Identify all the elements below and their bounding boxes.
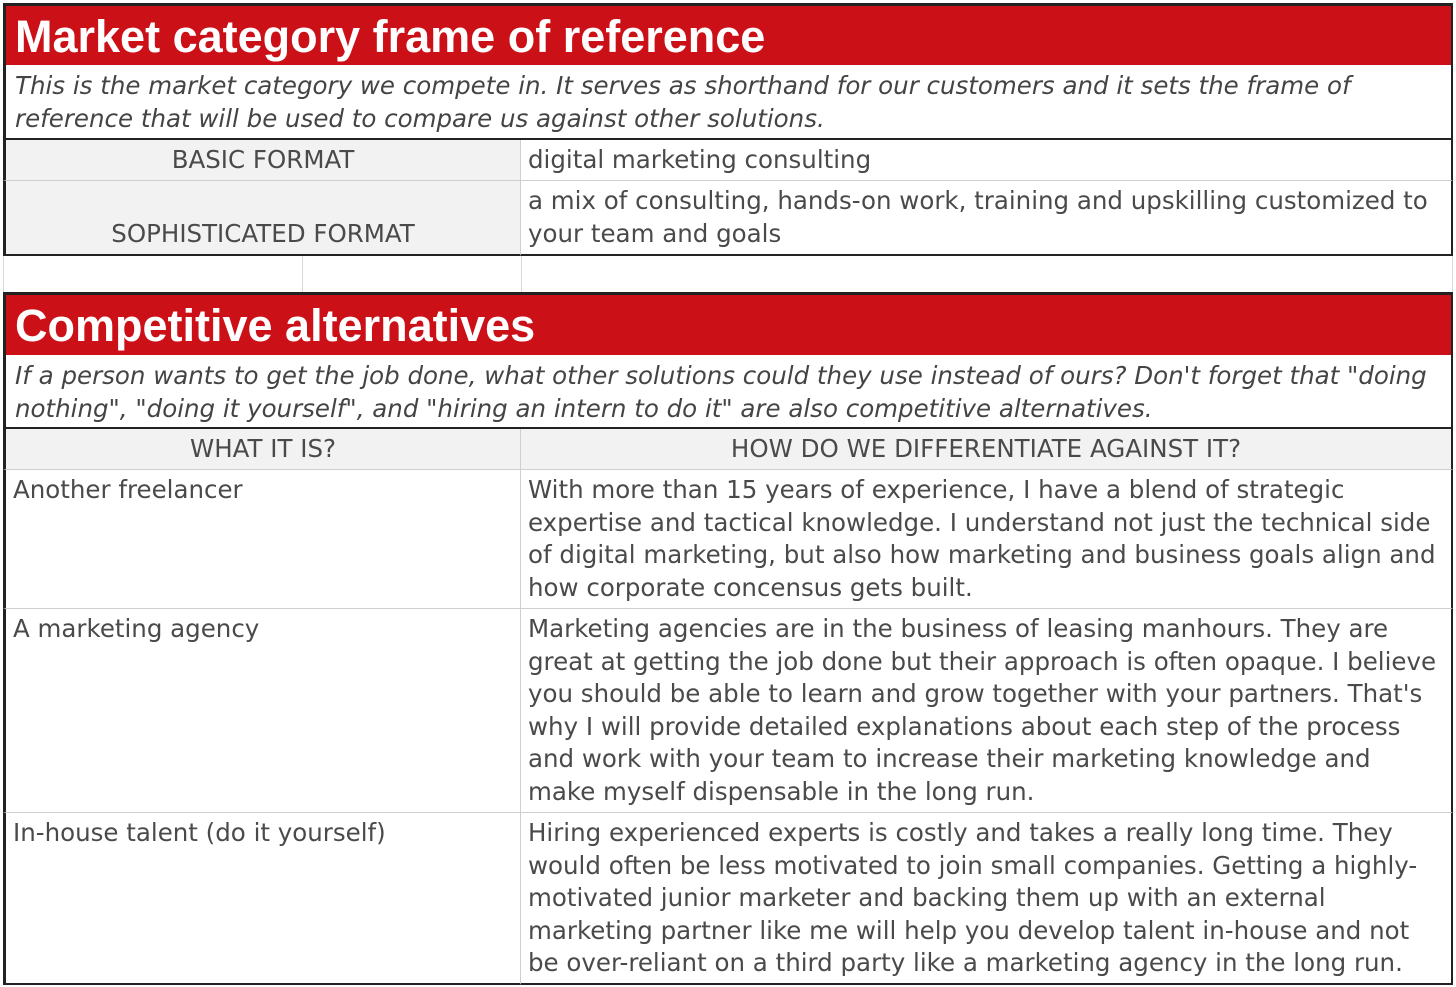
gridline [302, 256, 303, 292]
market-section-description: This is the market category we compete in. It serves as shorthand for our customers and it sets the frame of reference that will be used to compare us against other solutions. [3, 65, 1453, 140]
market-section-title: Market category frame of reference [3, 3, 1453, 65]
alternative-name: Another freelancer [3, 470, 521, 609]
market-row-value: digital marketing consulting [521, 140, 1453, 181]
alternative-differentiation: With more than 15 years of experience, I have a blend of strategic expertise and tactical knowledge. I understand not just the technical side of digital marketing, but also how marketing and business goals align and how corporate concensus gets built. [521, 470, 1453, 609]
competitive-section-title: Competitive alternatives [3, 292, 1453, 355]
market-row-value: a mix of consulting, hands-on work, training and upskilling customized to your team and goals [521, 181, 1453, 256]
column-header-how: HOW DO WE DIFFERENTIATE AGAINST IT? [521, 429, 1453, 470]
alternative-name: A marketing agency [3, 609, 521, 813]
alternative-differentiation: Hiring experienced experts is costly and takes a really long time. They would often be less motivated to join small companies. Getting a highly-motivated junior marketer and backing them up with an external marketing partner like me will help you develop talent in-house and not be over-reliant on a third party like a marketing agency in the long run. [521, 813, 1453, 985]
market-row-label: BASIC FORMAT [3, 140, 521, 181]
gridline [3, 256, 4, 292]
column-header-what: WHAT IT IS? [3, 429, 521, 470]
alternative-differentiation: Marketing agencies are in the business of leasing manhours. They are great at getting the job done but their approach is often opaque. I believe you should be able to learn and grow together with your partners. That's why I will provide detailed explanations about each step of the process and work with your team to increase their marketing knowledge and make myself dispensable in the long run. [521, 609, 1453, 813]
alternative-name: In-house talent (do it yourself) [3, 813, 521, 985]
market-row-label: SOPHISTICATED FORMAT [3, 181, 521, 256]
competitive-section-description: If a person wants to get the job done, what other solutions could they use instead of ours? Don't forget that "doing nothing", "doing it yourself", and "hiring an intern to do it" are also competitive alternatives. [3, 355, 1453, 429]
gridline [1452, 256, 1453, 292]
gridline [521, 256, 522, 292]
